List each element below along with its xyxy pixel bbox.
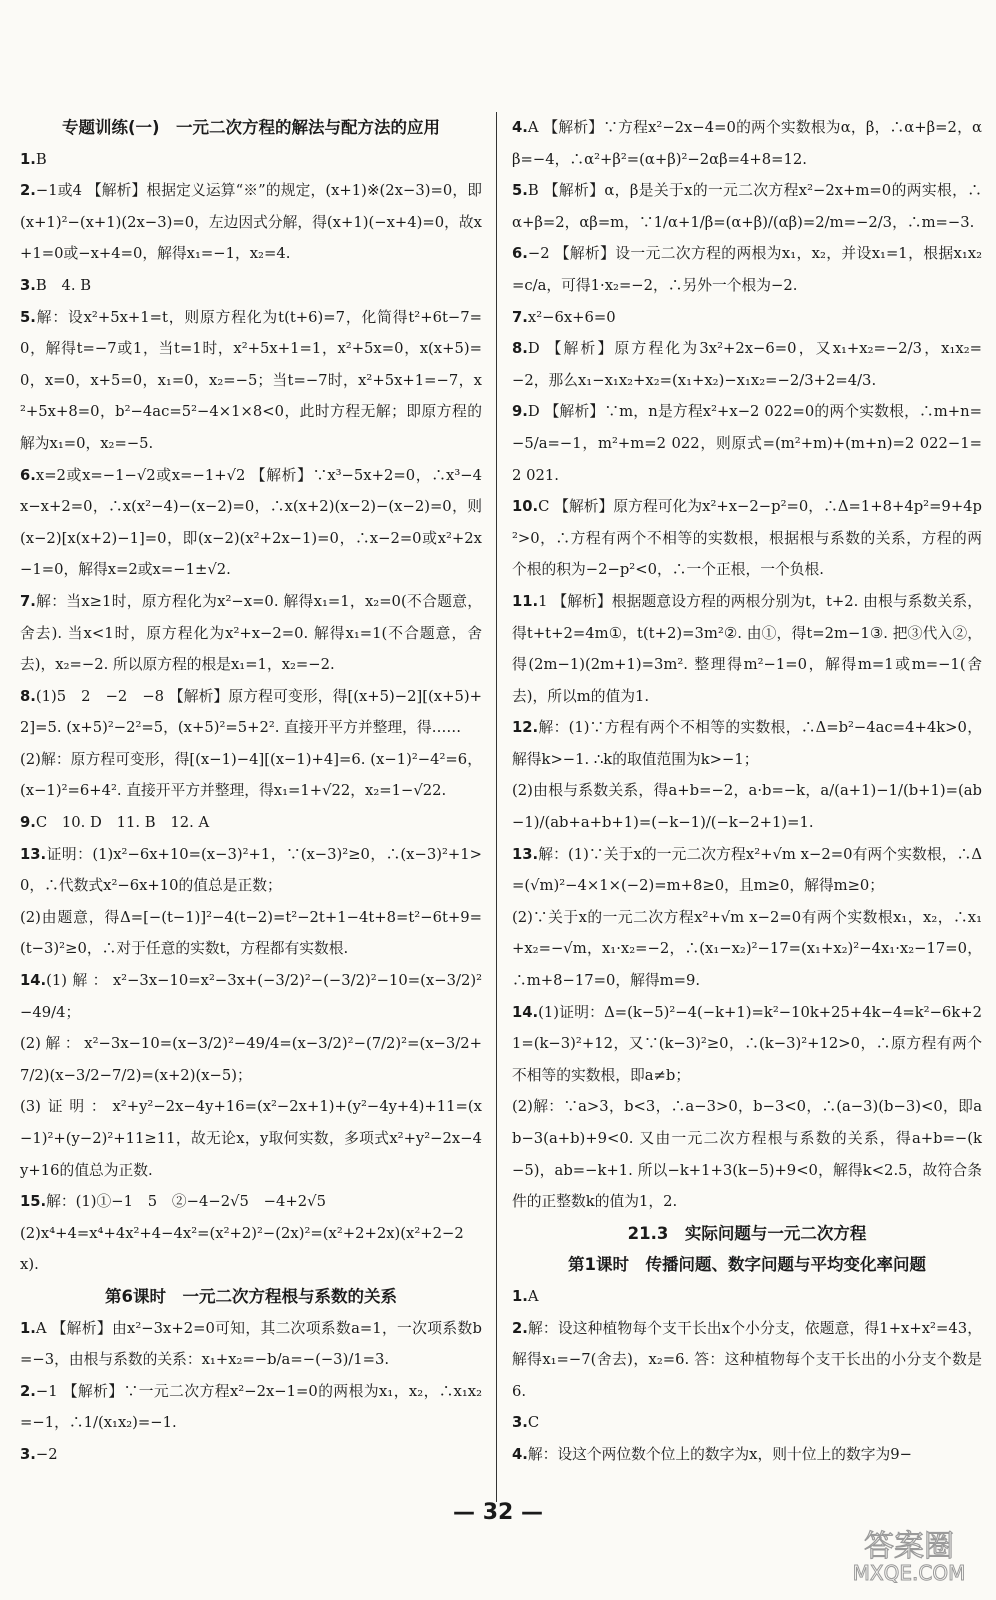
answer-text: −2 <box>35 1445 58 1463</box>
right-column <box>512 112 982 1471</box>
answer-text: −1 【解析】∵一元二次方程x²−2x−1=0的两根为x₁，x₂，∴x₁x₂=−1，∴1/(x₁x₂)=−1. <box>20 1382 482 1432</box>
answer-text: (1)5 2 −2 −8 【解析】原方程可变形，得[(x+5)−2][(x+5)+2]=5. (x+5)²−2²=5，(x+5)²=5+2². 直接开平方并整理，得…… <box>20 687 482 737</box>
answer-number: 13. <box>512 845 539 863</box>
answer-item <box>512 491 982 586</box>
answer-number: 6. <box>20 466 36 484</box>
answer-number: 8. <box>20 687 36 705</box>
answer-item <box>20 1439 482 1471</box>
answer-number: 14. <box>512 1003 539 1021</box>
answer-text: C 【解析】原方程可化为x²+x−2−p²=0，∴Δ=1+8+4p²=9+4p²>0，∴方程有两个不相等的实数根，根据根与系数的关系，方程的两个根的积为−2−p²<0，∴一个正根，一个负根. <box>512 498 982 579</box>
answer-item <box>20 1186 482 1218</box>
answer-item <box>512 1313 982 1408</box>
answer-number: 4. <box>512 1445 528 1463</box>
answer-text: 证明：(1)x²−6x+10=(x−3)²+1，∵(x−3)²≥0，∴(x−3)²+1>0，∴代数式x²−6x+10的值总是正数； <box>20 845 482 895</box>
answer-number: 7. <box>20 592 36 610</box>
answer-number: 3. <box>20 1445 36 1463</box>
answer-text: C 10. D 11. B 12. A <box>35 814 210 832</box>
answer-item <box>512 1439 982 1471</box>
answer-item <box>20 302 482 460</box>
section-heading-lesson-6: 第6课时 一元二次方程根与系数的关系 <box>105 1286 397 1306</box>
answer-text: x=2或x=−1−√2或x=−1+√2 【解析】∵x³−5x+2=0，∴x³−4x−x+2=0，∴x(x²−4)−(x−2)=0，∴x(x+2)(x−2)−(x−2)=0，则(x−2)[x(x+2)−1]=0，即(x−2)(x²+2x−1)=0，∴x−2=0或x²+2x−1=0，解得x=2或x=−1±√2. <box>20 466 482 579</box>
answer-number: 7. <box>512 308 528 326</box>
answer-text: D 【解析】原方程化为3x²+2x−6=0，又x₁+x₂=−2/3，x₁x₂=−2，那么x₁−x₁x₂+x₂=(x₁+x₂)−x₁x₂=−2/3+2=4/3. <box>512 340 982 389</box>
answer-item <box>512 1407 982 1439</box>
answer-number: 9. <box>512 403 528 421</box>
answer-text: C <box>527 1414 540 1432</box>
answer-text: A <box>527 1287 539 1305</box>
answer-item <box>20 270 482 302</box>
answer-item <box>512 238 982 301</box>
answer-number: 12. <box>512 719 539 737</box>
answer-text: B 【解析】α，β是关于x的一元二次方程x²−2x+m=0的两实根，∴α+β=2，αβ=m，∵1/α+1/β=(α+β)/(αβ)=2/m=−2/3，∴m=−3. <box>512 182 982 231</box>
answer-number: 1. <box>512 1287 528 1305</box>
answer-subpart: (2)解：x²−3x−10=(x−3/2)²−49/4=(x−3/2)²−(7/2)²=(x−3/2+7/2)(x−3/2−7/2)=(x+2)(x−5)； <box>20 1035 482 1084</box>
answer-text: (1)证明：Δ=(k−5)²−4(−k+1)=k²−10k+25+4k−4=k²−6k+21=(k−3)²+12，又∵(k−3)²≥0，∴(k−3)²+12>0，∴原方程有两个不相等的实数根，即a≠b； <box>512 1003 982 1084</box>
page-number: — 32 — <box>453 1500 543 1525</box>
answer-number: 2. <box>20 182 36 200</box>
right-answer-list <box>512 112 982 1218</box>
answer-item <box>20 460 482 586</box>
answer-text: A 【解析】∵方程x²−2x−4=0的两个实数根为α，β，∴α+β=2，αβ=−4，∴α²+β²=(α+β)²−2αβ=4+8=12. <box>512 119 982 168</box>
answer-item <box>512 712 982 775</box>
section-heading-lesson-1: 第1课时 传播问题、数字问题与平均变化率问题 <box>568 1255 926 1275</box>
answer-text: −1或4 【解析】根据定义运算“※”的规定，(x+1)※(2x−3)=0，即(x+1)²−(x+1)(2x−3)=0，左边因式分解，得(x+1)(−x+4)=0，故x+1=0或−x+4=0，解得x₁=−1，x₂=4. <box>20 182 482 263</box>
answer-item <box>512 997 982 1092</box>
answer-text: x²−6x+6=0 <box>527 308 616 326</box>
answer-subpart: (2)∵关于x的一元二次方程x²+√m x−2=0有两个实数根x₁，x₂，∴x₁+x₂=−√m，x₁·x₂=−2，∴(x₁−x₂)²−17=(x₁+x₂)²−4x₁·x₂−17=0，∴m+8−17=0，解得m=9. <box>512 908 982 990</box>
right-answer-list-2 <box>512 1281 982 1471</box>
left-column <box>20 112 482 1471</box>
answer-number: 1. <box>20 1319 36 1337</box>
answer-number: 10. <box>512 498 539 516</box>
answer-item <box>512 175 982 238</box>
answer-number: 3. <box>512 1414 528 1432</box>
section-heading-21-3: 21.3 实际问题与一元二次方程 <box>627 1223 867 1243</box>
left-answer-list-2 <box>20 1313 482 1471</box>
answer-item <box>512 839 982 902</box>
answer-text: B 4. B <box>35 276 92 294</box>
answer-text: 解：(1)①−1 5 ②−4−2√5 −4+2√5 <box>46 1193 326 1211</box>
answer-number: 4. <box>512 119 528 136</box>
answer-text: 1 【解析】根据题意设方程的两根分别为t，t+2. 由根与系数关系，得t+t+2=4m①，t(t+2)=3m²②. 由①，得t=2m−1③. 把③代入②，得(2m−1)(2m+1)=3m². 整理得m²−1=0，解得m=1或m=−1(舍去)，所以m的值为1. <box>512 592 982 705</box>
answer-item <box>20 807 482 839</box>
answer-number: 3. <box>20 276 36 294</box>
answer-text: 解：当x≥1时，原方程化为x²−x=0. 解得x₁=1，x₂=0(不合题意，舍去). 当x<1时，原方程化为x²+x−2=0. 解得x₁=1(不合题意，舍去)，x₂=−2. 所以原方程的根是x₁=1，x₂=−2. <box>20 592 482 674</box>
answer-text: 解：设这个两位数个位上的数字为x，则十位上的数字为9− <box>527 1445 912 1463</box>
answer-number: 11. <box>512 592 539 610</box>
answer-item <box>512 333 982 396</box>
answer-item <box>512 112 982 175</box>
answer-item <box>512 396 982 491</box>
watermark-top: 答案圈 <box>864 1529 954 1564</box>
answer-text: 解：设x²+5x+1=t，则原方程化为t(t+6)=7，化简得t²+6t−7=0，解得t=−7或1，当t=1时，x²+5x+1=1，x²+5x=0，x(x+5)=0，x=0，x+5=0，x₁=0，x₂=−5；当t=−7时，x²+5x+1=−7，x²+5x+8=0，b²−4ac=5²−4×1×8<0，此时方程无解；即原方程的解为x₁=0，x₂=−5. <box>20 308 482 452</box>
answer-item <box>20 1376 482 1439</box>
answer-item <box>512 586 982 712</box>
watermark-logo <box>844 1520 974 1586</box>
answer-number: 13. <box>20 845 47 863</box>
answer-subpart: (2)解：原方程可变形，得[(x−1)−4][(x−1)+4]=6. (x−1)²−4²=6，(x−1)²=6+4². 直接开平方并整理，得x₁=1+√22，x₂=1−√22. <box>20 750 482 800</box>
answer-number: 15. <box>20 1193 47 1211</box>
answer-item <box>512 1281 982 1313</box>
answer-item <box>20 175 482 270</box>
answer-subpart: (2)由根与系数关系，得a+b=−2，a·b=−k，a/(a+1)−1/(b+1)=(ab−1)/(ab+a+b+1)=(−k−1)/(−k−2+1)=1. <box>512 782 982 832</box>
answer-item <box>20 1313 482 1376</box>
answer-text: D 【解析】∵m，n是方程x²+x−2 022=0的两个实数根，∴m+n=−5/a=−1，m²+m=2 022，则原式=(m²+m)+(m+n)=2 022−1=2 021. <box>512 403 982 484</box>
answer-number: 14. <box>20 972 47 990</box>
section-heading-special-training: 专题训练(一) 一元二次方程的解法与配方法的应用 <box>61 118 441 137</box>
answer-text: −2 【解析】设一元二次方程的两根为x₁，x₂，并设x₁=1，根据x₁x₂=c/a，可得1·x₂=−2，∴另外一个根为−2. <box>512 245 982 294</box>
answer-text: A 【解析】由x²−3x+2=0可知，其二次项系数a=1，一次项系数b=−3，由根与系数的关系：x₁+x₂=−b/a=−(−3)/1=3. <box>20 1319 482 1369</box>
answer-number: 5. <box>512 182 528 200</box>
answer-number: 6. <box>512 245 528 263</box>
answer-item <box>20 586 482 681</box>
answer-subpart: (3)证明：x²+y²−2x−4y+16=(x²−2x+1)+(y²−4y+4)+11=(x−1)²+(y−2)²+11≥11，故无论x，y取何实数，多项式x²+y²−2x−4y+16的值总为正数. <box>20 1098 482 1179</box>
answer-number: 8. <box>512 340 528 358</box>
column-divider <box>496 112 497 1502</box>
left-answer-list <box>20 144 482 1281</box>
answer-number: 5. <box>20 308 36 326</box>
answer-item <box>512 302 982 334</box>
answer-number: 1. <box>20 150 36 168</box>
answer-text: 解：设这种植物每个支干长出x个小分支，依题意，得1+x+x²=43，解得x₁=−7(舍去)，x₂=6. 答：这种植物每个支干长出的小分支个数是6. <box>512 1319 982 1400</box>
answer-subpart: (2)由题意，得Δ=[−(t−1)]²−4(t−2)=t²−2t+1−4t+8=t²−6t+9=(t−3)²≥0，∴对于任意的实数t，方程都有实数根. <box>20 908 482 958</box>
answer-item <box>20 681 482 744</box>
answer-text: B <box>35 150 47 168</box>
answer-number: 2. <box>512 1319 528 1337</box>
answer-text: 解：(1)∵关于x的一元二次方程x²+√m x−2=0有两个实数根，∴Δ=(√m)²−4×1×(−2)=m+8≥0，且m≥0，解得m≥0； <box>512 845 982 895</box>
answer-number: 2. <box>20 1382 36 1400</box>
answer-subpart: (2)解：∵a>3，b<3，∴a−3>0，b−3<0，∴(a−3)(b−3)<0，即ab−3(a+b)+9<0. 又由一元二次方程根与系数的关系，得a+b=−(k−5)，ab=−k+1. 所以−k+1+3(k−5)+9<0，解得k<2.5，故符合条件的正整数k的值为1，2. <box>512 1098 982 1211</box>
answer-item <box>20 144 482 176</box>
answer-number: 9. <box>20 814 36 832</box>
answer-text: 解：(1)∵方程有两个不相等的实数根，∴Δ=b²−4ac=4+4k>0，解得k>−1. ∴k的取值范围为k>−1； <box>512 719 982 768</box>
answer-item <box>20 965 482 1028</box>
answer-text: (1)解：x²−3x−10=x²−3x+(−3/2)²−(−3/2)²−10=(x−3/2)²−49/4； <box>20 972 482 1021</box>
answer-subpart: (2)x⁴+4=x⁴+4x²+4−4x²=(x²+2)²−(2x)²=(x²+2+2x)(x²+2−2x). <box>20 1224 464 1274</box>
watermark-bottom: MXQE.COM <box>852 1561 966 1585</box>
answer-item <box>20 839 482 902</box>
